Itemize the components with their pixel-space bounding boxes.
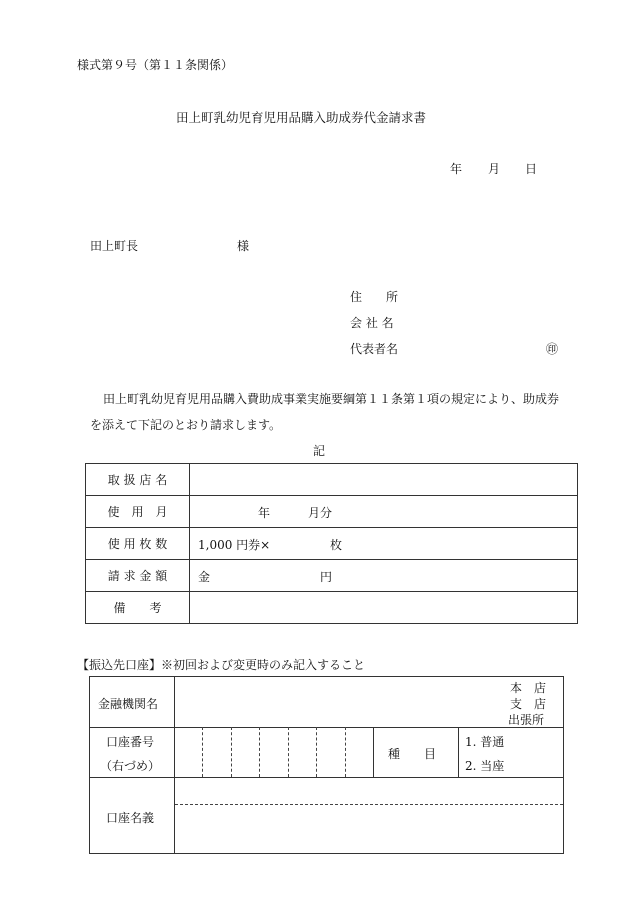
bank-account-table xyxy=(89,676,564,854)
page-title: 田上町乳幼児育児用品購入助成券代金請求書 xyxy=(176,110,427,125)
table-row xyxy=(86,464,578,496)
account-holder-field[interactable] xyxy=(175,778,563,853)
addressee-sama: 様 xyxy=(237,239,250,253)
count-prefix: 1,000 円券× xyxy=(198,538,271,552)
account-number-note: （右づめ） xyxy=(100,759,161,773)
date-month: 月 xyxy=(488,162,501,176)
store-name-field[interactable] xyxy=(190,464,578,496)
use-month-year: 年 xyxy=(258,506,271,520)
account-type-current[interactable]: 2. 当座 xyxy=(465,759,505,773)
account-number-field[interactable] xyxy=(175,728,373,777)
table-row xyxy=(86,496,578,528)
amount-unit: 円 xyxy=(320,570,333,584)
branch-office: 出張所 xyxy=(508,713,545,727)
seal-mark: ㊞ xyxy=(546,342,559,356)
table-row xyxy=(86,560,578,592)
account-holder-label: 口座名義 xyxy=(106,811,155,825)
company-label: 会 社 名 xyxy=(350,316,394,330)
representative-label: 代表者名 xyxy=(350,342,399,356)
body-text-line1: 田上町乳幼児育児用品購入費助成事業実施要綱第１１条第１項の規定により、助成券 xyxy=(103,392,560,406)
amount-field[interactable] xyxy=(190,560,578,592)
body-text-line2: を添えて下記のとおり請求します。 xyxy=(90,418,282,432)
date-day: 日 xyxy=(525,162,538,176)
account-number-label: 口座番号 xyxy=(106,735,155,749)
amount-label: 請 求 金 額 xyxy=(86,560,190,592)
institution-label: 金融機関名 xyxy=(98,697,159,711)
table-row xyxy=(86,592,578,624)
count-unit: 枚 xyxy=(330,538,343,552)
use-month-unit: 月分 xyxy=(308,506,333,520)
account-type-ordinary[interactable]: 1. 普通 xyxy=(465,735,505,749)
remarks-field[interactable] xyxy=(190,592,578,624)
address-label: 住 所 xyxy=(350,290,399,304)
use-month-label: 使 用 月 xyxy=(86,496,190,528)
store-name-label: 取 扱 店 名 xyxy=(86,464,190,496)
use-month-field[interactable] xyxy=(190,496,578,528)
addressee-name: 田上町長 xyxy=(90,239,139,253)
date-year: 年 xyxy=(450,162,463,176)
form-number: 様式第９号（第１１条関係） xyxy=(77,58,234,72)
amount-prefix: 金 xyxy=(198,570,211,584)
ki-label: 記 xyxy=(313,444,326,458)
table-row xyxy=(86,528,578,560)
branch-main: 本 店 xyxy=(510,681,547,695)
account-type-label: 種 目 xyxy=(388,747,437,761)
count-label: 使 用 枚 数 xyxy=(86,528,190,560)
remarks-label: 備 考 xyxy=(86,592,190,624)
institution-field[interactable] xyxy=(175,677,505,727)
count-field[interactable] xyxy=(190,528,578,560)
branch-sub: 支 店 xyxy=(510,697,547,711)
bank-heading: 【振込先口座】※初回および変更時のみ記入すること xyxy=(77,658,366,672)
claim-table xyxy=(85,463,578,624)
